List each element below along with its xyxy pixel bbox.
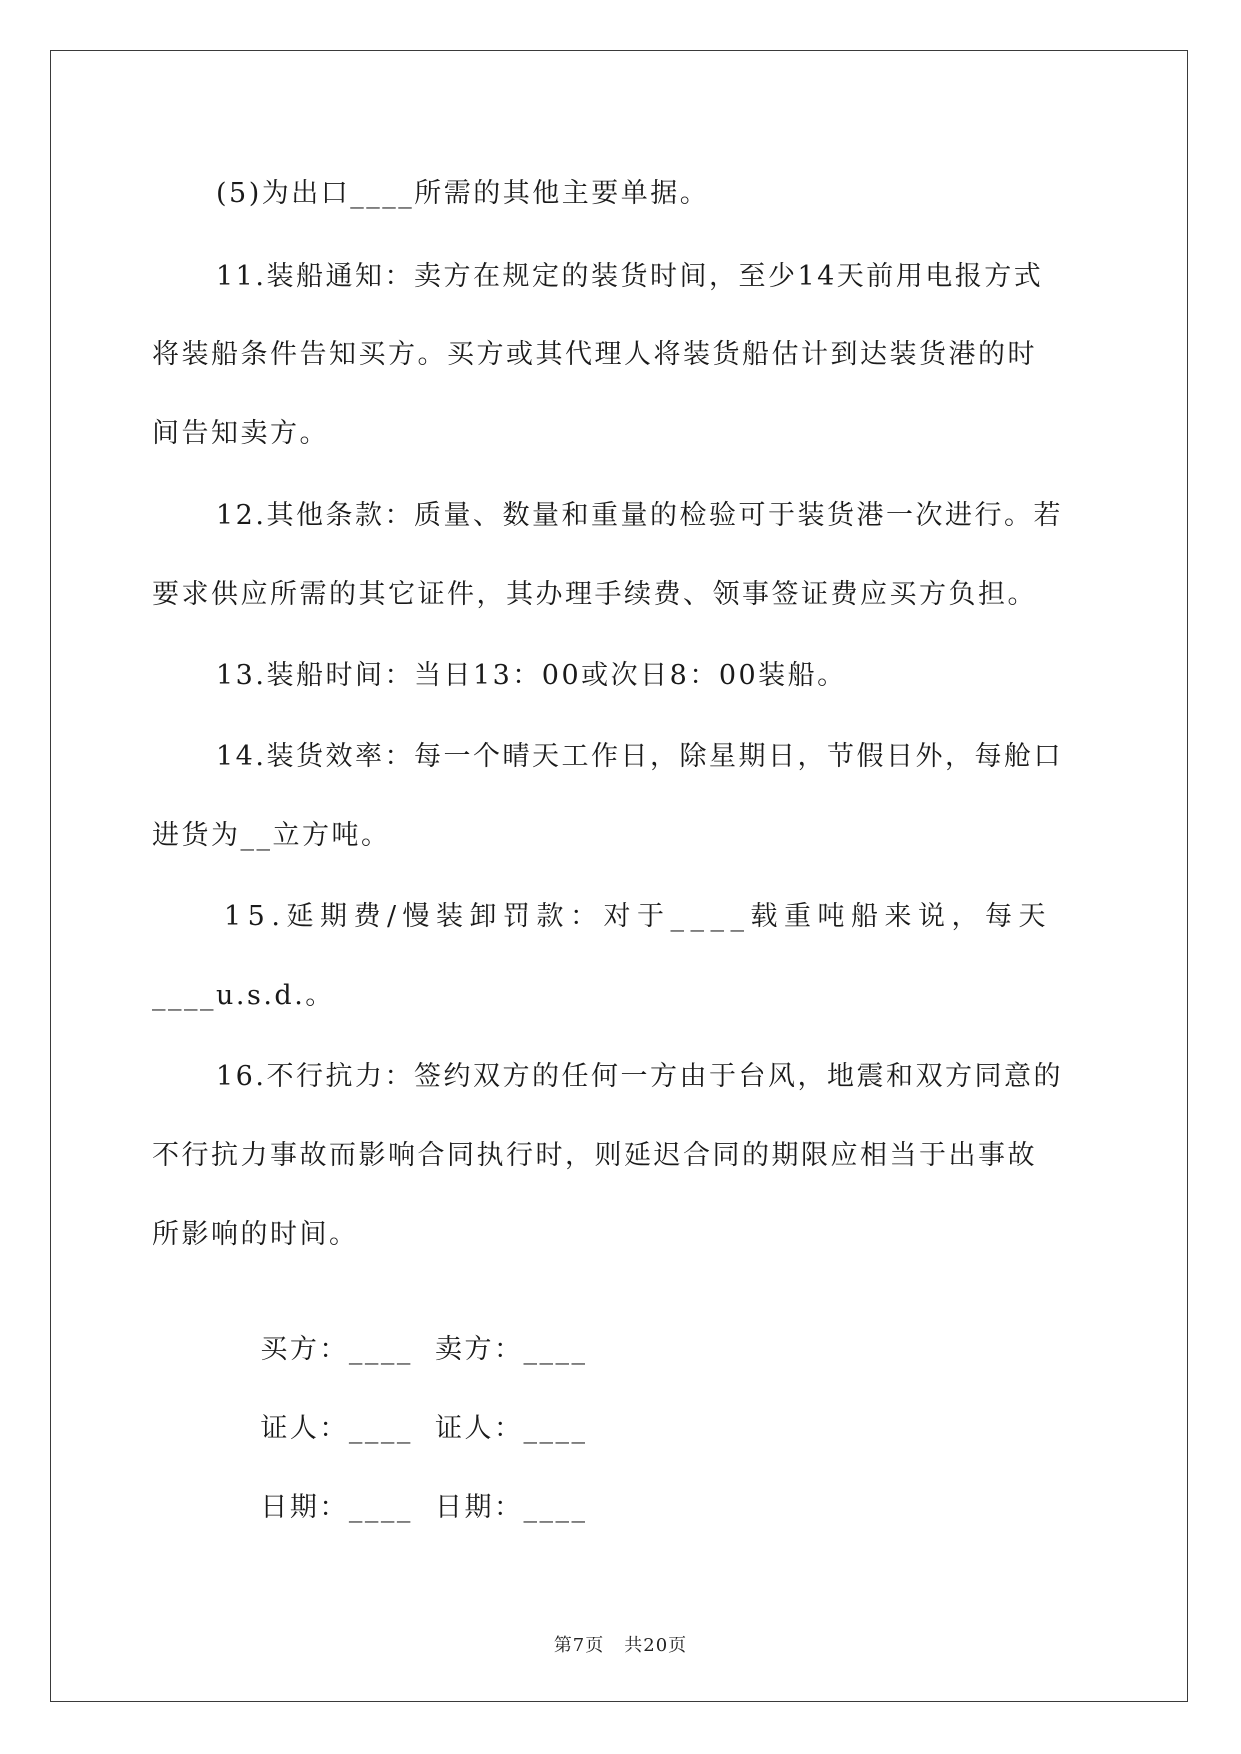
paragraph-13: 13.装船时间：当日13：00或次日8：00装船。 [216, 660, 847, 691]
date-2: 日期：____ [435, 1492, 588, 1523]
page-footer [0, 1631, 1241, 1657]
page-number-current: 第7页 [553, 1635, 605, 1656]
paragraph-16-line-3: 所影响的时间。 [152, 1219, 359, 1250]
paragraph-14-line-1: 14.装货效率：每一个晴天工作日，除星期日，节假日外，每舱口 [216, 741, 1063, 772]
paragraph-5: (5)为出口____所需的其他主要单据。 [216, 178, 710, 209]
paragraph-16-line-1: 16.不行抗力：签约双方的任何一方由于台风，地震和双方同意的 [216, 1061, 1063, 1092]
seller-signature: 卖方：____ [435, 1334, 588, 1365]
paragraph-12-line-1: 12.其他条款：质量、数量和重量的检验可于装货港一次进行。若 [216, 500, 1063, 531]
page-number-total: 共20页 [624, 1635, 688, 1656]
paragraph-15-line-1: 15.延期费/慢装卸罚款：对于____载重吨船来说，每天 [224, 901, 1053, 932]
paragraph-16-line-2: 不行抗力事故而影响合同执行时，则延迟合同的期限应相当于出事故 [152, 1140, 1037, 1171]
signature-row-dates [216, 1454, 1156, 1562]
paragraph-11-line-1: 11.装船通知：卖方在规定的装货时间，至少14天前用电报方式 [216, 261, 1044, 292]
paragraph-14-line-2: 进货为__立方吨。 [152, 820, 391, 851]
paragraph-12-line-2: 要求供应所需的其它证件，其办理手续费、领事签证费应买方负担。 [152, 579, 1037, 610]
paragraph-15-line-2: ____u.s.d.。 [152, 980, 335, 1011]
paragraph-11-line-3: 间告知卖方。 [152, 418, 329, 449]
date-1: 日期：____ [260, 1492, 413, 1523]
buyer-signature: 买方：____ [260, 1334, 413, 1365]
paragraph-11-line-2: 将装船条件告知买方。买方或其代理人将装货船估计到达装货港的时 [152, 339, 1037, 370]
witness-2-signature: 证人：____ [435, 1413, 588, 1444]
witness-1-signature: 证人：____ [260, 1413, 413, 1444]
